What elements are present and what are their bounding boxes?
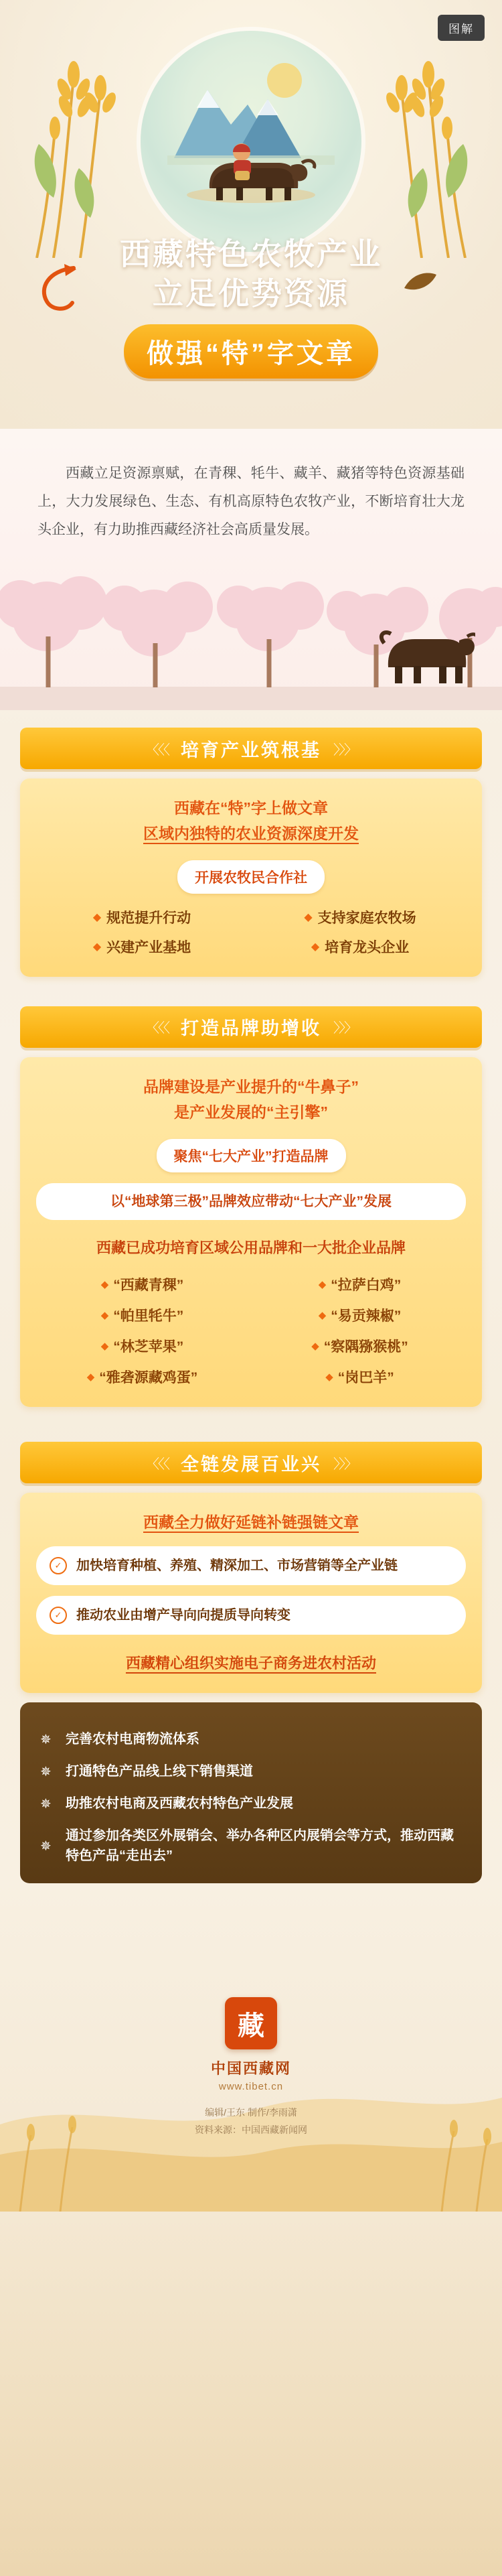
star-icon: ✵ (40, 1796, 52, 1812)
intro-section (0, 429, 502, 710)
list-item-label: 支持家庭农牧场 (317, 910, 416, 926)
credits (0, 2104, 502, 2138)
brand-item (254, 1274, 466, 1294)
section-3-lead1: 西藏全力做好延链补链强链文章 (143, 1513, 359, 1532)
section-3-card (20, 1493, 482, 1693)
credit-editor: 编辑/王东 制作/李雨潇 (205, 2107, 297, 2118)
section-1-header (20, 728, 482, 769)
credit-source: 资料来源：中国西藏新闻网 (195, 2124, 307, 2135)
diamond-icon: ◆ (86, 1371, 95, 1383)
section-1-lead1: 西藏在“特”字上做文章 (174, 799, 328, 817)
list-item (254, 907, 466, 927)
section-2-title: 打造品牌助增收 (181, 1018, 321, 1039)
diamond-icon: ◆ (318, 1279, 327, 1291)
bullet-label: 加快培育种植、养殖、精深加工、市场营销等全产业链 (76, 1558, 398, 1574)
list-item-label: 培育龙头企业 (325, 939, 410, 955)
section-2-brands-lead: 西藏已成功培育区域公用品牌和一大批企业品牌 (96, 1239, 406, 1257)
section-2-card (20, 1057, 482, 1408)
arrows-right-icon: 〉〉〉 (333, 742, 356, 758)
hero-title-highlight (124, 324, 378, 379)
brand-label: “西藏青稞” (113, 1278, 184, 1294)
list-item-label: 规范提升行动 (106, 910, 191, 926)
list-item (254, 937, 466, 957)
diamond-icon: ◆ (304, 911, 313, 923)
star-icon: ✵ (40, 1764, 52, 1779)
curl-arrow-decoration (35, 263, 82, 316)
bullet-label: 推动农业由增产导向向提质导向转变 (76, 1608, 290, 1623)
section-1-card (20, 778, 482, 977)
section-2-lead1: 品牌建设是产业提升的“牛鼻子” (143, 1077, 359, 1095)
brand-label: “易贡辣椒” (331, 1308, 402, 1325)
hero-section (0, 0, 502, 429)
section-3-title: 全链发展百业兴 (181, 1454, 321, 1475)
site-logo: 藏 (225, 1997, 277, 2049)
dark-list-item (36, 1793, 466, 1814)
brand-label: “雅砻源藏鸡蛋” (99, 1370, 198, 1386)
check-circle-icon: ✓ (50, 1607, 67, 1624)
brand-item (36, 1367, 248, 1387)
section-2-header (20, 1006, 482, 1048)
star-icon: ✵ (40, 1838, 52, 1854)
arrows-right-icon: 〉〉〉 (333, 1021, 356, 1036)
diamond-icon: ◆ (100, 1341, 109, 1353)
yak-herder-illustration (177, 131, 325, 204)
section-1-lead2: 区域内独特的农业资源深度开发 (143, 824, 359, 842)
leaf-decoration (400, 268, 440, 295)
section-2-lead2: 是产业发展的“主引擎” (174, 1103, 328, 1121)
list-item-label: 兴建产业基地 (106, 939, 191, 955)
footer-logo-block (0, 1997, 502, 2138)
brand-label: “察隅猕猴桃” (323, 1339, 408, 1355)
arrows-left-icon: 〈〈〈 (146, 1456, 169, 1472)
dark-item-label: 完善农村电商物流体系 (66, 1732, 199, 1747)
section-1-pill: 开展农牧民合作社 (177, 860, 325, 894)
check-circle-icon: ✓ (50, 1557, 67, 1574)
dark-list-item (36, 1761, 466, 1781)
diamond-icon: ◆ (318, 1310, 327, 1322)
section-1-title: 培育产业筑根基 (181, 740, 321, 760)
hero-title-line3: 做强“特”字文章 (147, 338, 355, 368)
site-url: www.tibet.cn (218, 2081, 284, 2093)
section-3-subtitle: 西藏精心组织实施电子商务进农村活动 (125, 1655, 376, 1672)
brand-grid (36, 1274, 466, 1387)
list-item (36, 907, 248, 927)
arrows-left-icon: 〈〈〈 (146, 1021, 169, 1036)
diamond-icon: ◆ (100, 1310, 109, 1322)
dark-item-label: 助推农村电商及西藏农村特色产业发展 (66, 1796, 293, 1812)
wheat-illustration-left (27, 37, 154, 258)
yak-illustration-small (375, 603, 475, 690)
diamond-icon: ◆ (92, 911, 102, 923)
brand-item (254, 1367, 466, 1387)
brand-label: “拉萨白鸡” (331, 1278, 402, 1294)
diamond-icon: ◆ (311, 1341, 319, 1353)
section-打造品牌助增收 (0, 1006, 502, 1408)
hero-title-line1: 西藏特色农牧产业 (120, 236, 382, 271)
section-培育产业筑根基 (0, 728, 502, 977)
dark-item-label: 通过参加各类区外展销会、举办各种区内展销会等方式，推动西藏特色产品“走出去” (66, 1828, 454, 1864)
section-3-header (20, 1442, 482, 1483)
arrows-left-icon: 〈〈〈 (146, 742, 169, 758)
bullet-item (36, 1596, 466, 1635)
brand-item (254, 1336, 466, 1356)
dark-item-label: 打通特色产品线上线下销售渠道 (66, 1764, 253, 1779)
diamond-icon: ◆ (100, 1279, 109, 1291)
dark-list-item (36, 1729, 466, 1749)
bullet-item (36, 1546, 466, 1585)
dark-list-item (36, 1826, 466, 1866)
brand-label: “岗巴羊” (337, 1370, 394, 1386)
brand-item (254, 1305, 466, 1325)
section-2-pill-1: 聚焦“七大产业”打造品牌 (157, 1139, 346, 1172)
diamond-icon: ◆ (311, 941, 320, 953)
list-item (36, 937, 248, 957)
diamond-icon: ◆ (92, 941, 102, 953)
brand-label: “林芝苹果” (113, 1339, 184, 1355)
brand-item (36, 1336, 248, 1356)
star-icon: ✵ (40, 1732, 52, 1747)
section-1-item-grid (36, 907, 466, 957)
arrows-right-icon: 〉〉〉 (333, 1456, 356, 1472)
section-2-pill-2: 以“地球第三极”品牌效应带动“七大产业”发展 (36, 1183, 466, 1221)
section-全链发展百业兴 (0, 1442, 502, 1883)
footer-section (0, 1923, 502, 2212)
diamond-icon: ◆ (325, 1371, 333, 1383)
hero-title-line2: 立足优势资源 (153, 275, 349, 311)
brand-label: “帕里牦牛” (113, 1308, 184, 1325)
section-3-dark-card (20, 1702, 482, 1883)
brand-item (36, 1305, 248, 1325)
brand-item (36, 1274, 248, 1294)
wheat-illustration-right (348, 37, 475, 258)
intro-paragraph: 西藏立足资源禀赋，在青稞、牦牛、藏羊、藏猪等特色资源基础上，大力发展绿色、生态、有机高原特色农牧产业，不断培育壮大龙头企业，有力助推西藏经济社会高质量发展。 (37, 466, 465, 537)
site-name: 中国西藏网 (210, 2060, 291, 2078)
page-type-badge: 图解 (438, 15, 485, 41)
